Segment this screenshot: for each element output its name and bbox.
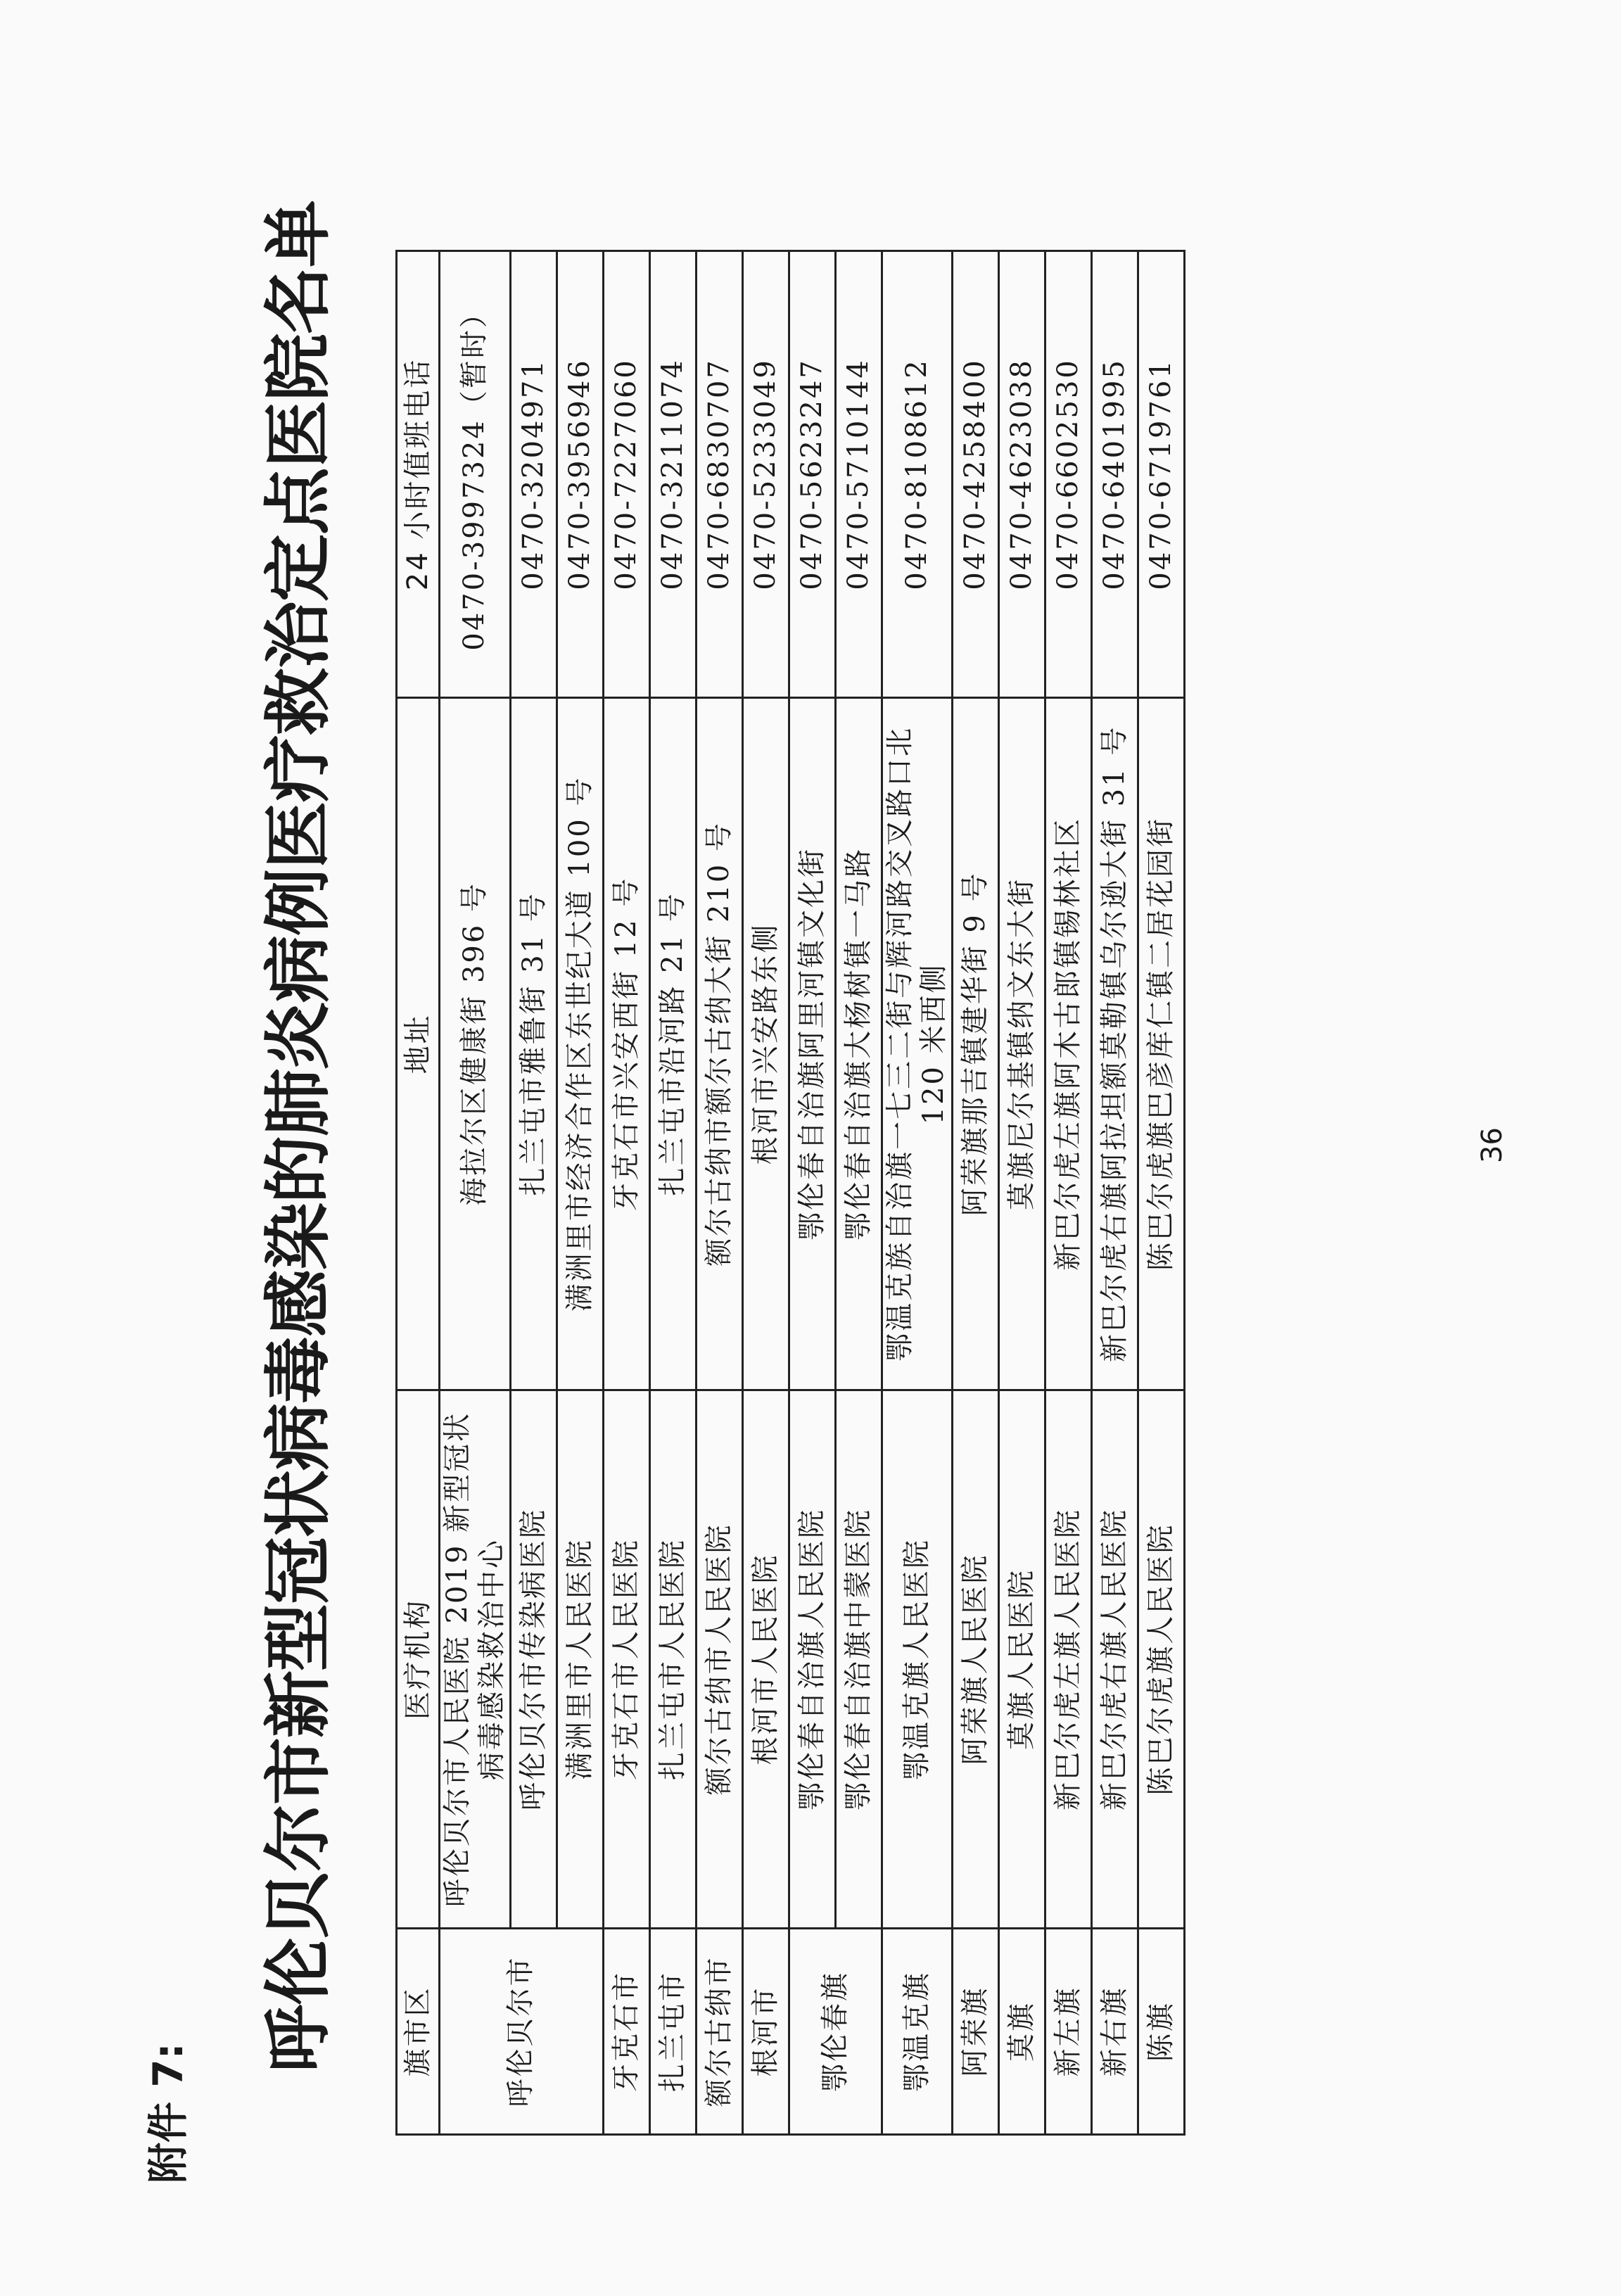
table-header xyxy=(397,251,440,2135)
region-cell: 呼伦贝尔市 xyxy=(440,1929,604,2135)
hospital-table xyxy=(395,250,1185,2136)
phone-cell: 0470-5710144 xyxy=(835,251,882,698)
region-cell: 额尔古纳市 xyxy=(696,1929,742,2135)
table-row xyxy=(882,251,953,2135)
phone-cell: 0470-8108612 xyxy=(882,251,953,698)
phone-cell: 0470-4258400 xyxy=(953,251,999,698)
table-row xyxy=(510,251,557,2135)
address-cell: 陈巴尔虎旗巴彦库仁镇二居花园街 xyxy=(1138,697,1185,1390)
address-cell: 鄂温克族自治旗一七三二街与辉河路交叉路口北 120 米西侧 xyxy=(882,697,953,1390)
table-body xyxy=(440,251,1185,2135)
phone-cell: 0470-3204971 xyxy=(510,251,557,698)
address-cell: 莫旗尼尔基镇纳文东大街 xyxy=(999,697,1045,1390)
table-row xyxy=(789,251,835,2135)
institution-cell: 莫旗人民医院 xyxy=(999,1390,1045,1928)
region-cell: 新左旗 xyxy=(1045,1929,1092,2135)
institution-cell: 陈巴尔虎旗人民医院 xyxy=(1138,1390,1185,1928)
table-row xyxy=(953,251,999,2135)
region-cell: 牙克石市 xyxy=(603,1929,649,2135)
institution-cell: 鄂伦春自治旗人民医院 xyxy=(789,1390,835,1928)
table-row xyxy=(440,251,511,2135)
institution-cell: 阿荣旗人民医院 xyxy=(953,1390,999,1928)
address-cell: 扎兰屯市雅鲁街 31 号 xyxy=(510,697,557,1390)
address-cell: 鄂伦春自治旗阿里河镇文化街 xyxy=(789,697,835,1390)
phone-cell: 0470-6602530 xyxy=(1045,251,1092,698)
institution-cell: 新巴尔虎右旗人民医院 xyxy=(1092,1390,1138,1928)
region-cell: 陈旗 xyxy=(1138,1929,1185,2135)
table-row xyxy=(1138,251,1185,2135)
address-cell: 牙克石市兴安西街 12 号 xyxy=(603,697,649,1390)
region-cell: 莫旗 xyxy=(999,1929,1045,2135)
address-cell: 阿荣旗那吉镇建华街 9 号 xyxy=(953,697,999,1390)
page-number: 36 xyxy=(1476,1127,1508,1163)
phone-cell: 0470-6830707 xyxy=(696,251,742,698)
header-region: 旗市区 xyxy=(397,1929,440,2135)
attachment-label: 附件 7: xyxy=(144,2043,192,2183)
table-row xyxy=(1045,251,1092,2135)
address-cell: 海拉尔区健康街 396 号 xyxy=(440,697,511,1390)
institution-cell: 鄂伦春自治旗中蒙医院 xyxy=(835,1390,882,1928)
header-row xyxy=(397,251,440,2135)
institution-cell: 呼伦贝尔市传染病医院 xyxy=(510,1390,557,1928)
address-cell: 鄂伦春自治旗大杨树镇一马路 xyxy=(835,697,882,1390)
table-row xyxy=(1092,251,1138,2135)
phone-cell: 0470-3997324（暂时） xyxy=(440,251,511,698)
region-cell: 根河市 xyxy=(742,1929,789,2135)
table-row xyxy=(999,251,1045,2135)
address-cell: 额尔古纳市额尔古纳大街 210 号 xyxy=(696,697,742,1390)
phone-cell: 0470-7227060 xyxy=(603,251,649,698)
table-row xyxy=(696,251,742,2135)
phone-cell: 0470-5233049 xyxy=(742,251,789,698)
phone-cell: 0470-3956946 xyxy=(557,251,603,698)
table-row xyxy=(742,251,789,2135)
address-cell: 新巴尔虎左旗阿木古郎镇锡林社区 xyxy=(1045,697,1092,1390)
institution-cell: 额尔古纳市人民医院 xyxy=(696,1390,742,1928)
address-cell: 根河市兴安路东侧 xyxy=(742,697,789,1390)
address-cell: 扎兰屯市沿河路 21 号 xyxy=(649,697,696,1390)
phone-cell: 0470-6401995 xyxy=(1092,251,1138,698)
institution-cell: 扎兰屯市人民医院 xyxy=(649,1390,696,1928)
table-row xyxy=(557,251,603,2135)
table-row xyxy=(603,251,649,2135)
institution-cell: 呼伦贝尔市人民医院 2019 新型冠状病毒感染救治中心 xyxy=(440,1390,511,1928)
header-address: 地址 xyxy=(397,697,440,1390)
region-cell: 阿荣旗 xyxy=(953,1929,999,2135)
institution-cell: 满洲里市人民医院 xyxy=(557,1390,603,1928)
table-row xyxy=(649,251,696,2135)
institution-cell: 牙克石市人民医院 xyxy=(603,1390,649,1928)
institution-cell: 鄂温克旗人民医院 xyxy=(882,1390,953,1928)
region-cell: 鄂伦春旗 xyxy=(789,1929,882,2135)
phone-cell: 0470-6719761 xyxy=(1138,251,1185,698)
region-cell: 扎兰屯市 xyxy=(649,1929,696,2135)
phone-cell: 0470-4623038 xyxy=(999,251,1045,698)
institution-cell: 新巴尔虎左旗人民医院 xyxy=(1045,1390,1092,1928)
region-cell: 新右旗 xyxy=(1092,1929,1138,2135)
header-institution: 医疗机构 xyxy=(397,1390,440,1928)
address-cell: 新巴尔虎右旗阿拉坦额莫勒镇乌尔逊大街 31 号 xyxy=(1092,697,1138,1390)
address-cell: 满洲里市经济合作区东世纪大道 100 号 xyxy=(557,697,603,1390)
header-phone: 24 小时值班电话 xyxy=(397,251,440,698)
phone-cell: 0470-3211074 xyxy=(649,251,696,698)
region-cell: 鄂温克旗 xyxy=(882,1929,953,2135)
page-title: 呼伦贝尔市新型冠状病毒感染的肺炎病例医疗救治定点医院名单 xyxy=(258,201,338,2072)
phone-cell: 0470-5623247 xyxy=(789,251,835,698)
institution-cell: 根河市人民医院 xyxy=(742,1390,789,1928)
table-row xyxy=(835,251,882,2135)
